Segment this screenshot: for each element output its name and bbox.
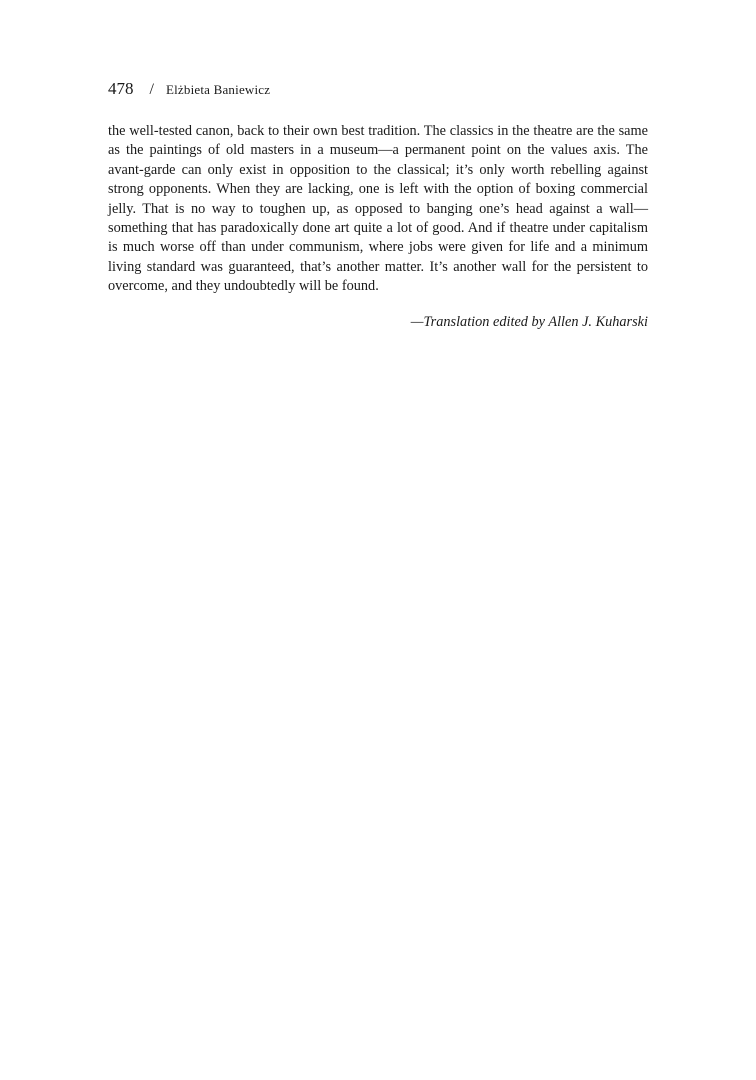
- running-head-separator: /: [149, 81, 154, 98]
- running-head-author: Elżbieta Baniewicz: [165, 82, 271, 97]
- running-head: [108, 78, 648, 101]
- body-paragraph: the well-tested canon, back to their own best tradition. The classics in the theatre are the same as the paintings of old masters in a museum—a permanent point on the values axis. The avant-garde can only exist in opposition to the classical; it’s only worth rebelling against strong opponents. When they are lacking, one is left with the option of boxing commercial jelly. That is no way to toughen up, as opposed to banging one’s head against a wall—something that has paradoxically done art quite a lot of good. And if theatre under capitalism is much worse off than under communism, where jobs were given for life and a minimum living standard was guaranteed, that’s another matter. It’s another wall for the persistent to overcome, and they undoubtedly will be found.: [108, 123, 648, 295]
- page-number: 478: [108, 79, 134, 98]
- translation-credit: —Translation edited by Allen J. Kuharski: [410, 314, 648, 330]
